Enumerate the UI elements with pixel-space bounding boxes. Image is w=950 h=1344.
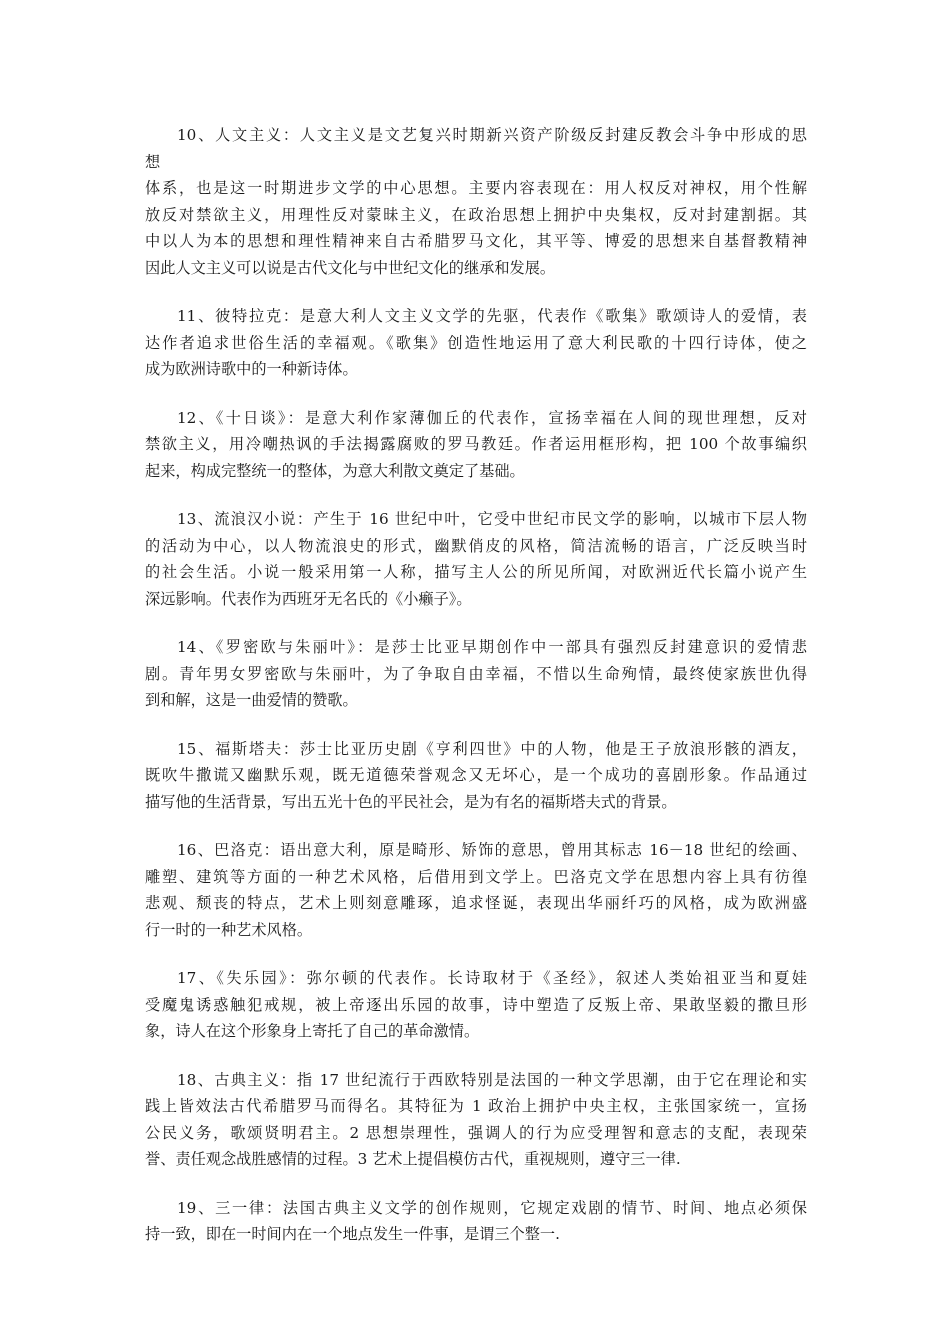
paragraph-line: 13、流浪汉小说：产生于 16 世纪中叶，它受中世纪市民文学的影响，以城市下层人物 — [177, 510, 807, 528]
paragraph-line: 悲观、颓丧的特点，艺术上则刻意雕琢，追求怪诞，表现出华丽纤巧的风格，成为欧洲盛 — [145, 894, 807, 912]
paragraph-line: 因此人文主义可以说是古代文化与中世纪文化的继承和发展。 — [145, 258, 556, 277]
paragraph-line: 深远影响。代表作为西班牙无名氏的《小癞子》。 — [145, 589, 472, 608]
paragraph-line: 的社会生活。小说一般采用第一人称，描写主人公的所见所闻，对欧洲近代长篇小说产生 — [145, 563, 807, 581]
entry-17 — [145, 965, 807, 1045]
paragraph-line: 起来，构成完整统一的整体，为意大利散文奠定了基础。 — [145, 461, 525, 480]
paragraph-line: 想 — [145, 152, 161, 171]
paragraph-line: 16、巴洛克：语出意大利，原是畸形、矫饰的意思，曾用其标志 16－18 世纪的绘画、 — [177, 841, 807, 859]
paragraph-line: 誉、责任观念战胜感情的过程。3 艺术上提倡模仿古代，重视规则，遵守三一律. — [145, 1150, 681, 1168]
entry-19 — [145, 1195, 807, 1248]
entry-14 — [145, 634, 807, 714]
paragraph-line: 放反对禁欲主义，用理性反对蒙昧主义，在政治思想上拥护中央集权，反对封建割据。其 — [145, 205, 807, 224]
paragraph-line: 19、三一律：法国古典主义文学的创作规则，它规定戏剧的情节、时间、地点必须保 — [177, 1198, 807, 1217]
paragraph-line: 11、彼特拉克：是意大利人文主义文学的先驱，代表作《歌集》歌颂诗人的爱情，表 — [177, 307, 807, 325]
paragraph-line: 象，诗人在这个形象身上寄托了自己的革命激情。 — [145, 1022, 480, 1040]
entry-16 — [145, 837, 807, 943]
entry-10 — [145, 122, 807, 281]
paragraph-line: 达作者追求世俗生活的幸福观。《歌集》创造性地运用了意大利民歌的十四行诗体，使之 — [145, 333, 807, 352]
paragraph-line: 持一致，即在一时间内在一个地点发生一件事，是谓三个整一. — [145, 1225, 560, 1243]
paragraph-line: 17、《失乐园》：弥尔顿的代表作。长诗取材于《圣经》，叙述人类始祖亚当和夏娃 — [177, 969, 807, 987]
paragraph-line: 体系，也是这一时期进步文学的中心思想。主要内容表现在：用人权反对神权，用个性解 — [145, 179, 807, 197]
paragraph-line: 中以人为本的思想和理性精神来自古希腊罗马文化，其平等、博爱的思想来自基督教精神 — [145, 232, 807, 250]
entry-15 — [145, 736, 807, 816]
paragraph-line: 的活动为中心，以人物流浪史的形式，幽默俏皮的风格，简洁流畅的语言，广泛反映当时 — [145, 536, 807, 555]
paragraph-line: 践上皆效法古代希腊罗马而得名。其特征为 1 政治上拥护中央主权，主张国家统一，宣扬 — [145, 1097, 807, 1115]
paragraph-line: 公民义务，歌颂贤明君主。2 思想崇理性，强调人的行为应受理智和意志的支配，表现荣 — [145, 1123, 807, 1142]
entry-13 — [145, 506, 807, 612]
document-page — [145, 122, 807, 1270]
paragraph-line: 成为欧洲诗歌中的一种新诗体。 — [145, 360, 358, 378]
paragraph-line: 15、福斯塔夫：莎士比亚历史剧《亨利四世》中的人物，他是王子放浪形骸的酒友， — [177, 739, 807, 758]
paragraph-line: 行一时的一种艺术风格。 — [145, 920, 313, 939]
paragraph-line: 禁欲主义，用冷嘲热讽的手法揭露腐败的罗马教廷。作者运用框形构，把 100 个故事编织 — [145, 435, 807, 453]
paragraph-line: 14、《罗密欧与朱丽叶》：是莎士比亚早期创作中一部具有强烈反封建意识的爱情悲 — [177, 638, 807, 656]
paragraph-line: 受魔鬼诱惑触犯戒规，被上帝逐出乐园的故事，诗中塑造了反叛上帝、果敢坚毅的撒旦形 — [145, 995, 807, 1014]
paragraph-line: 18、古典主义：指 17 世纪流行于西欧特别是法国的一种文学思潮，由于它在理论和实 — [177, 1070, 807, 1089]
entry-11 — [145, 303, 807, 383]
paragraph-line: 雕塑、建筑等方面的一种艺术风格，后借用到文学上。巴洛克文学在思想内容上具有彷徨 — [145, 867, 807, 886]
paragraph-line: 12、《十日谈》：是意大利作家薄伽丘的代表作，宣扬幸福在人间的现世理想，反对 — [177, 408, 807, 427]
paragraph-line: 到和解，这是一曲爱情的赞歌。 — [145, 691, 358, 709]
paragraph-line: 10、人文主义：人文主义是文艺复兴时期新兴资产阶级反封建反教会斗争中形成的思 — [177, 126, 807, 144]
paragraph-line: 剧。青年男女罗密欧与朱丽叶，为了争取自由幸福，不惜以生命殉情，最终使家族世仇得 — [145, 664, 807, 683]
entry-12 — [145, 405, 807, 485]
paragraph-line: 描写他的生活背景，写出五光十色的平民社会，是为有名的福斯塔夫式的背景。 — [145, 792, 677, 811]
entry-18 — [145, 1067, 807, 1173]
paragraph-line: 既吹牛撒谎又幽默乐观，既无道德荣誉观念又无坏心，是一个成功的喜剧形象。作品通过 — [145, 766, 807, 784]
